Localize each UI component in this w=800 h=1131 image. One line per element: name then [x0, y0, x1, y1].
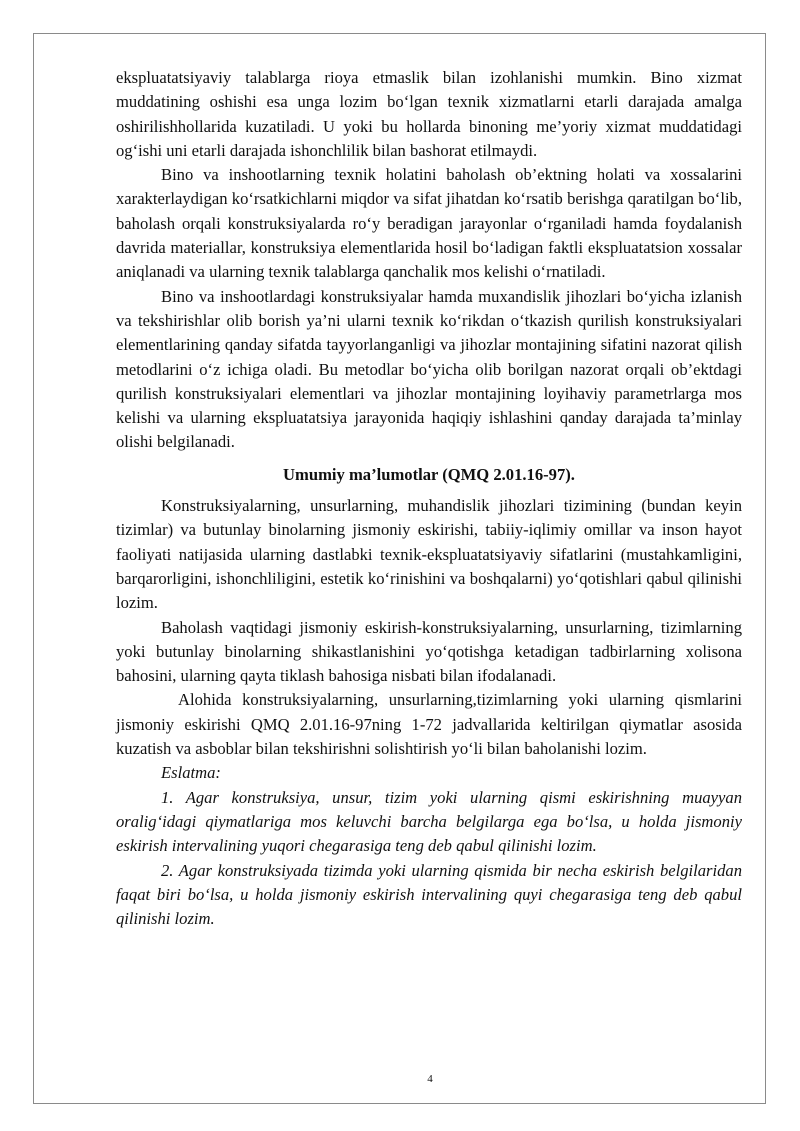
page-number: 4 [427, 1073, 433, 1085]
paragraph-wear-tables: Alohida konstruksiyalarning, unsurlarning,tizimlarning yoki ularning qismlarini jismoniy eskirishi QMQ 2.01.16-97ning 1-72 jadvallarida keltirilgan qiymatlar asosida kuzatish va asboblar bilan tekshirishni solishtirish yo‘li bilan baholanishi lozim. [116, 690, 742, 759]
page-content [116, 66, 742, 931]
note-item-2: 2. Agar konstruksiyada tizimda yoki ularning qismida bir necha eskirish belgilaridan faqat biri bo‘lsa, u holda jismoniy eskirish intervalining quyi chegarasiga teng deb qabul qilinishi lozim. [116, 860, 742, 929]
paragraph-wear-evaluation: Baholash vaqtidagi jismoniy eskirish-konstruksiyalarning, unsurlarning, tizimlarning yoki butunlay binolarning shikastlanishini yo‘qotishga ketadigan tadbirlarning xolisona bahosini, ularning qayta tiklash bahosiga nisbati bilan ifodalanadi. [116, 617, 742, 686]
note-item-1: 1. Agar konstruksiya, unsur, tizim yoki ularning qismi eskirishning muayyan oralig‘idagi qiymatlariga mos keluvchi barcha belgilarga ega bo‘lsa, u holda jismoniy eskirish intervalining yuqori chegarasiga teng deb qabul qilinishi lozim. [116, 787, 742, 856]
section-heading: Umumiy ma’lumotlar (QMQ 2.01.16-97). [283, 464, 575, 484]
paragraph-physical-wear: Konstruksiyalarning, unsurlarning, muhandislik jihozlari tizimining (bundan keyin tizimlar) va butunlay binolarning jismoniy eskirishi, tabiiy-iqlimiy omillar va inson hayot faoliyati natijasida ularning dastlabki texnik-ekspluatatsiyaviy sifatlarini (mustahkamligini, barqarorligini, ishonchliligini, estetik ko‘rinishini va boshqalarni) yo‘qotishlari qabul qilinishi lozim. [116, 496, 742, 613]
note-label: Eslatma: [161, 763, 221, 783]
paragraph-inspection-methods: Bino va inshootlardagi konstruksiyalar hamda muxandislik jihozlari bo‘yicha izlanish va tekshirishlar olib borish ya’ni ularni texnik ko‘rikdan o‘tkazish qurilish konstruksiyalari elementlarining qanday sifatda tayyorlanganligi va jihozlar montajining sifatini nazorat qilish metodlarini o‘z ichiga oladi. Bu metodlar bo‘yicha olib borilgan nazorat orqali ob’ektdagi qurilish konstruksiyalari elementlari va jihozlar montajining loyihaviy parametrlarga mos kelishi va ularning ekspluatatsiya jarayonida haqiqiy ishlashini qanday darajada ta’minlay olishi belgilanadi. [116, 286, 742, 452]
paragraph-continuation: ekspluatatsiyaviy talablarga rioya etmaslik bilan izohlanishi mumkin. Bino xizmat muddatining oshishi esa unga lozim bo‘lgan texnik xizmatlarni etarli darajada amalga oshirilishhollarida kuzatiladi. U yoki bu hollarda binoning me’yoriy xizmat muddatidagi og‘ishi uni etarli darajada ishonchlilik bilan bashorat etilmaydi. [116, 68, 742, 160]
paragraph-technical-assessment: Bino va inshootlarning texnik holatini baholash ob’ektning holati va xossalarini xarakterlaydigan ko‘rsatkichlarni miqdor va sifat jihatdan ko‘rsatib berishga qaratilgan bo‘lib, baholash orqali konstruksiyalarda ro‘y beradigan jarayonlar o‘rganiladi hamda foydalanish davrida materiallar, konstruksiya elementlarida hosil bo‘ladigan faktli ekspluatatsion xossalar aniqlanadi va ularning texnik talablarga qanchalik mos kelishi o‘rnatiladi. [116, 165, 742, 282]
